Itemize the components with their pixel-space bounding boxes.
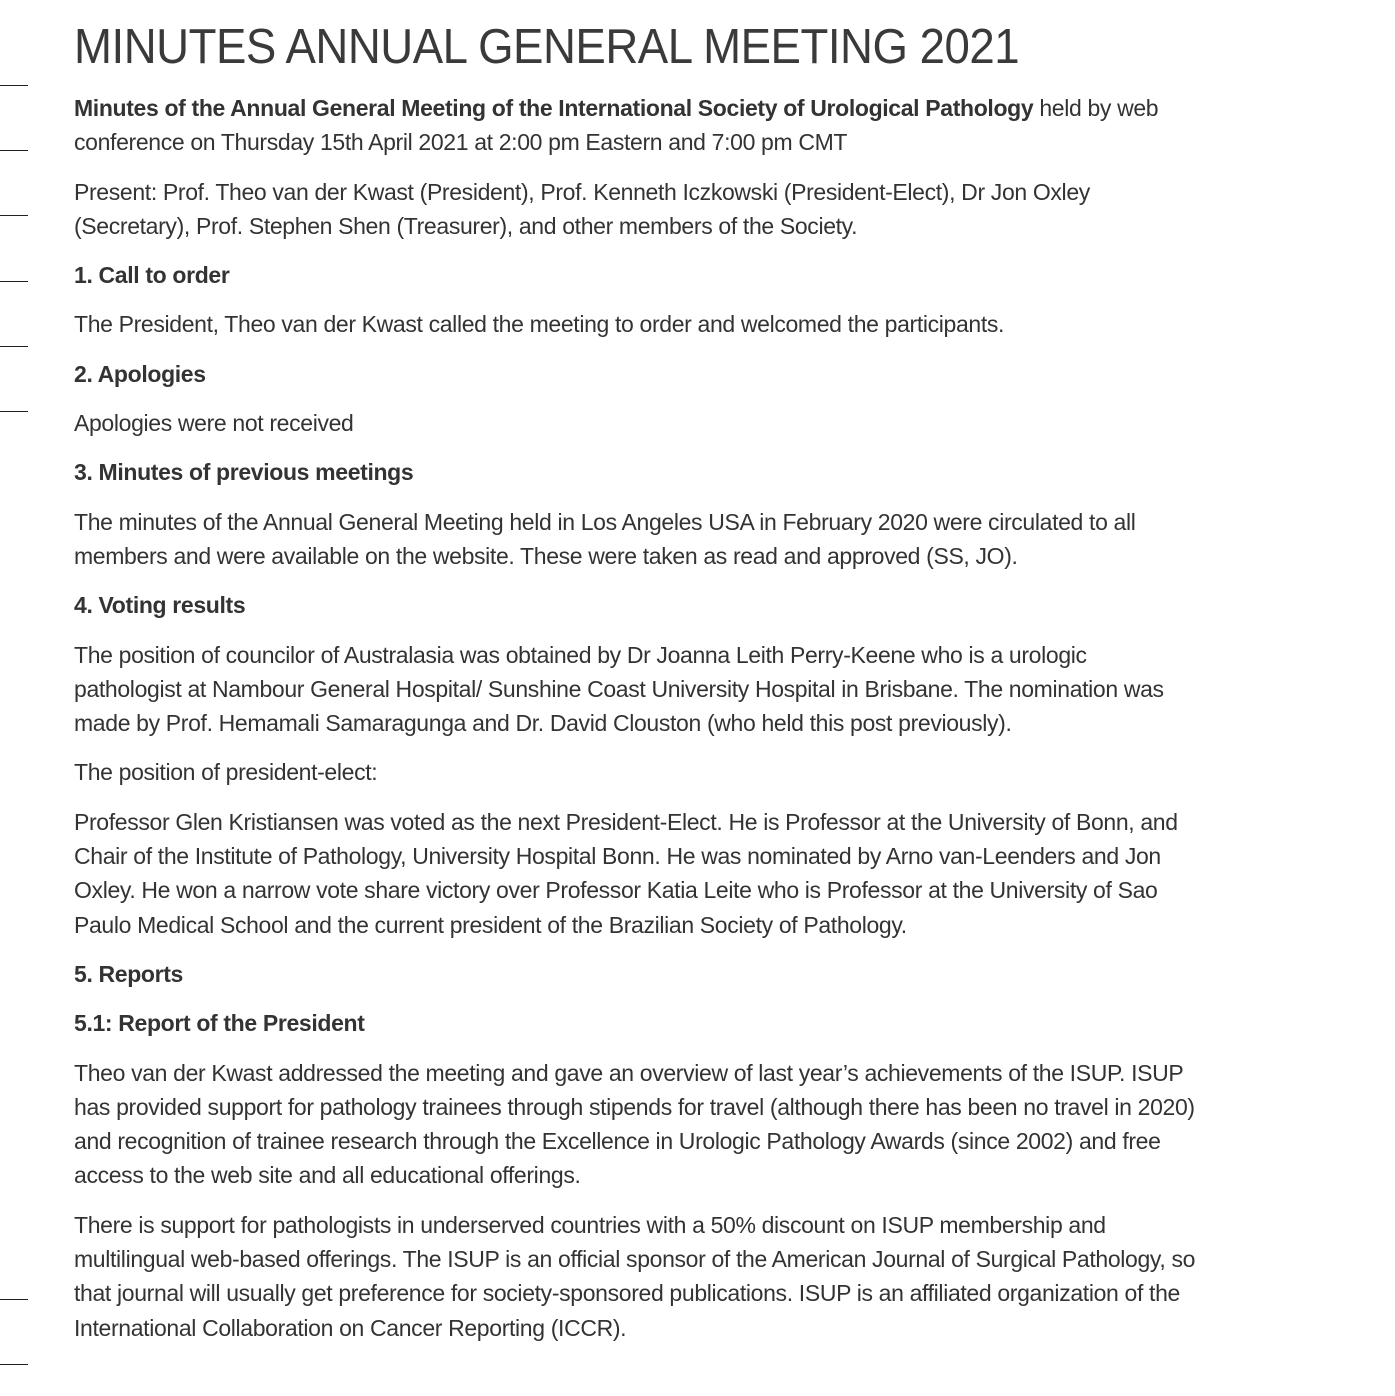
section-heading-apologies: 2. Apologies [74, 360, 206, 387]
margin-mark [0, 150, 28, 151]
margin-mark [0, 215, 28, 216]
intro-rest: held by web conference on Thursday 15th April 2021 at 2:00 pm Eastern and 7:00 pm CMT [74, 95, 1159, 156]
intro-paragraph [74, 91, 1199, 160]
margin-mark [0, 1299, 28, 1300]
margin-mark [0, 85, 28, 86]
section-heading-call-to-order: 1. Call to order [74, 262, 230, 289]
previous-minutes-text: The minutes of the Annual General Meeting held in Los Angeles USA in February 2020 were circulated to all members and were available on the website. These were taken as read and approved (SS, JO). [74, 508, 1136, 569]
voting-president-elect-text: Professor Glen Kristiansen was voted as the next President-Elect. He is Professor at the University of Bonn, and Chair of the Institute of Pathology, University Hospital Bonn. He was nominated by Arno van-Leenders and Jon Oxley. He won a narrow vote share victory over Professor Katia Leite who is Professor at the University of Sao Paulo Medical School and the current president of the Brazilian Society of Pathology. [74, 808, 1178, 938]
voting-president-elect-label: The position of president-elect: [74, 759, 378, 786]
president-report-paragraph-1: Theo van der Kwast addressed the meeting and gave an overview of last year’s achievements of the ISUP. ISUP has provided support for pathology trainees through stipends for travel (although there has been no travel in 2020) and recognition of trainee research through the Excellence in Urologic Pathology Awards (since 2002) and free access to the web site and all educational offerings. [74, 1059, 1195, 1189]
present-paragraph: Present: Prof. Theo van der Kwast (President), Prof. Kenneth Iczkowski (President-Elect), Dr Jon Oxley (Secretary), Prof. Stephen Shen (Treasurer), and other members of the Society. [74, 178, 1090, 239]
margin-mark [0, 281, 28, 282]
section-heading-previous-minutes: 3. Minutes of previous meetings [74, 459, 414, 486]
voting-councilor-text: The position of councilor of Australasia was obtained by Dr Joanna Leith Perry-Keene who is a urologic pathologist at Nambour General Hospital/ Sunshine Coast University Hospital in Brisbane. The nomination was made by Prof. Hemamali Samaragunga and Dr. David Clouston (who held this post previously). [74, 641, 1164, 737]
apologies-text: Apologies were not received [74, 410, 354, 437]
document-body [74, 16, 1199, 1345]
margin-mark [0, 346, 28, 347]
section-heading-reports: 5. Reports [74, 960, 183, 987]
section-heading-voting-results: 4. Voting results [74, 592, 246, 619]
intro-bold: Minutes of the Annual General Meeting of the International Society of Urological Pathology [74, 95, 1034, 121]
president-report-paragraph-2: There is support for pathologists in underserved countries with a 50% discount on ISUP membership and multilingual web-based offerings. The ISUP is an official sponsor of the American Journal of Surgical Pathology, so that journal will usually get preference for society-sponsored publications. ISUP is an affiliated organization of the International Collaboration on Cancer Reporting (ICCR). [74, 1211, 1196, 1341]
margin-mark [0, 1364, 28, 1365]
page-title: MINUTES ANNUAL GENERAL MEETING 2021 [74, 20, 1020, 74]
subsection-heading-president-report: 5.1: Report of the President [74, 1010, 365, 1037]
call-to-order-text: The President, Theo van der Kwast called the meeting to order and welcomed the participants. [74, 311, 1005, 338]
margin-mark [0, 411, 28, 412]
